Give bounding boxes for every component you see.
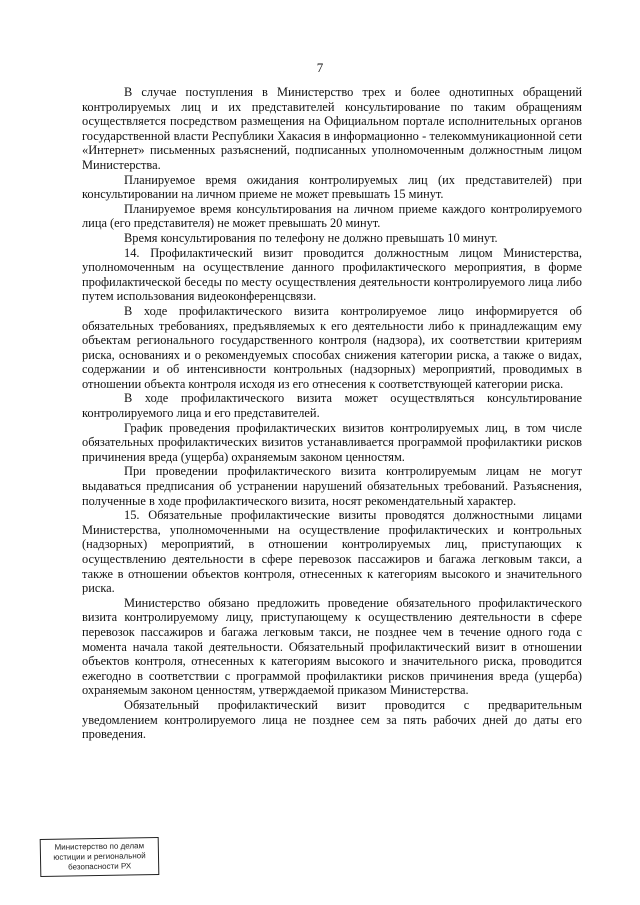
document-body [82,85,582,742]
paragraph: При проведении профилактического визита контролируемым лицам не могут выдаваться предписания об устранении нарушений обязательных требований. Разъяснения, полученные в ходе профилактического визита, носят рекомендательный характер. [82,464,582,508]
paragraph: 14. Профилактический визит проводится должностным лицом Министерства, уполномоченным на осуществление данного профилактического мероприятия, в форме профилактической беседы по месту осуществления деятельности контролируемого лица либо путем использования видеоконференцсвязи. [82,245,582,304]
ministry-stamp [40,837,160,877]
paragraph: 15. Обязательные профилактические визиты проводятся должностными лицами Министерства, уполномоченными на осуществление профилактических и контрольных (надзорных) мероприятий, в отношении контролируемых лиц, приступающих к осуществлению деятельности в сфере перевозок пассажиров и багажа легковым такси, а также в отношении объектов контроля, отнесенных к категориям высокого и значительного риска. [82,508,582,596]
stamp-line: юстиции и региональной [53,851,146,862]
page-number: 7 [316,60,324,75]
stamp-line: безопасности РХ [68,861,132,872]
paragraph: В ходе профилактического визита может осуществляться консультирование контролируемого лица и его представителей. [82,391,582,421]
paragraph: В случае поступления в Министерство трех и более однотипных обращений контролируемых лиц и их представителей консультирование по таким обращениям осуществляется посредством размещения на Официальном портале исполнительных органов государственной власти Республики Хакасия в информационно - телекоммуникационной сети «Интернет» письменных разъяснений, подписанных уполномоченным должностным лицом Министерства. [82,85,582,172]
paragraph: Планируемое время консультирования на личном приеме каждого контролируемого лица (его представителя) не может превышать 20 минут. [82,201,582,231]
paragraph: Министерство обязано предложить проведение обязательного профилактического визита контролируемому лицу, приступающему к осуществлению деятельности в сфере перевозок пассажиров и багажа легковым такси, не позднее чем в течение одного года с момента начала такой деятельности. Обязательный профилактический визит в отношении объектов контроля, отнесенных к категориям высокого и значительного риска, проводится ежегодно в соответствии с программой профилактики рисков причинения вреда (ущерба) охраняемым законом ценностям, утверждаемой приказом Министерства. [82,595,582,698]
paragraph: В ходе профилактического визита контролируемое лицо информируется об обязательных требованиях, предъявляемых к его деятельности либо к принадлежащим ему объектам регионального государственного контроля (надзора), их соответствии критериям риска, основаниях и о рекомендуемых способах снижения категории риска, а также о видах, содержании и об интенсивности контрольных (надзорных) мероприятий, проводимых в отношении объекта контроля исходя из его отнесения к соответствующей категории риска. [82,303,582,391]
stamp-line: Министерство по делам [54,841,145,852]
paragraph: Планируемое время ожидания контролируемых лиц (их представителей) при консультировании на личном приеме не может превышать 15 минут. [82,172,582,202]
paragraph: Обязательный профилактический визит проводится с предварительным уведомлением контролируемого лица не позднее сем за пять рабочих дней до даты его проведения. [82,697,582,742]
paragraph: График проведения профилактических визитов контролируемых лиц, в том числе обязательных профилактических визитов устанавливается программой профилактики рисков причинения вреда (ущерба) охраняемым законом ценностям. [82,420,582,464]
paragraph: Время консультирования по телефону не должно превышать 10 минут. [124,230,498,245]
